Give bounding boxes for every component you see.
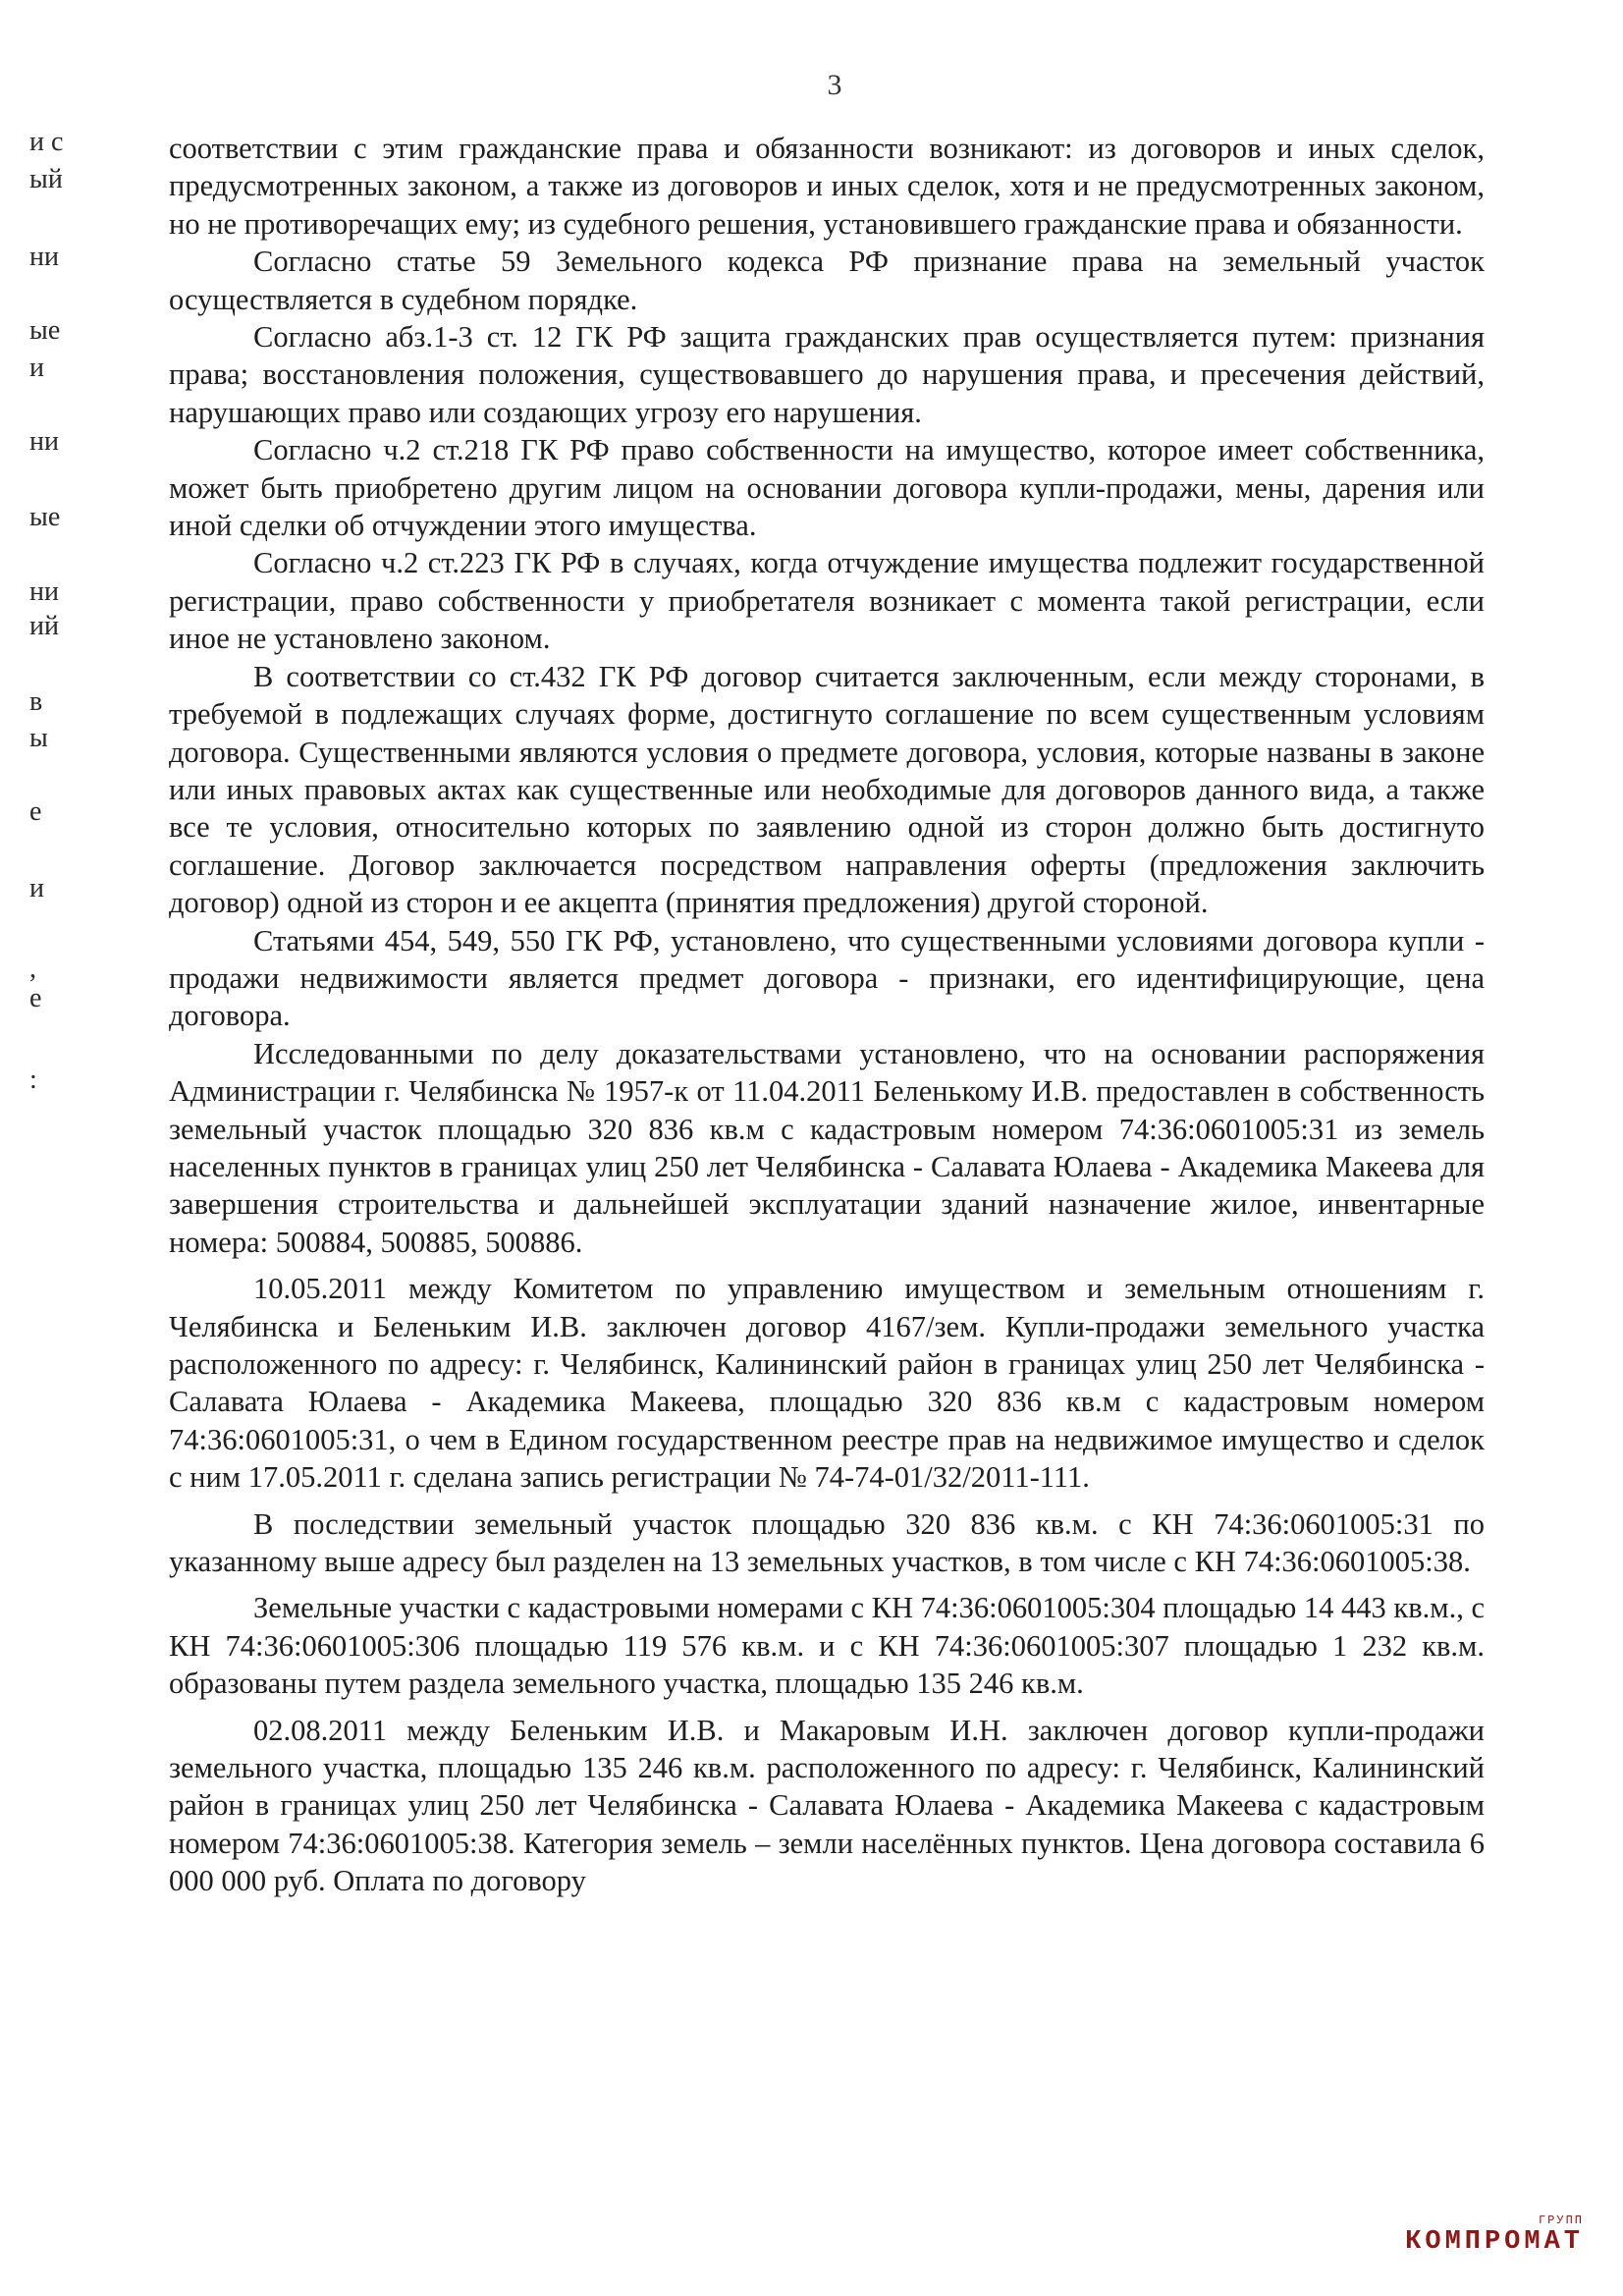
margin-fragment: ий bbox=[29, 611, 59, 641]
paragraph-civil-code-12: Согласно абз.1-3 ст. 12 ГК РФ защита гражданских прав осуществляется путем: признания права; восстановления положения, существовавшего до нарушения права, и пресечения действий, нарушающих право или создающих угрозу его нарушения. bbox=[169, 320, 1485, 429]
paragraph-evidence: Исследованными по делу доказательствами установлено, что на основании распоряжения Администрации г. Челябинска № 1957-к от 11.04.2011 Беленькому И.В. предоставлен в собственность земельный участок площадью 320 836 кв.м с кадастровым номером 74:36:0601005:31 из земель населенных пунктов в границах улиц 250 лет Челябинска - Салавата Юлаева - Академика Макеева для завершения строительства и дальнейшей эксплуатации зданий назначение жилое, инвентарные номера: 500884, 500885, 500886. bbox=[169, 1036, 1485, 1259]
margin-fragment: и с bbox=[29, 127, 64, 157]
paragraph-civil-code-432: В соответствии со ст.432 ГК РФ договор считается заключенным, если между сторонами, в требуемой в подлежащих случаях форме, достигнуто соглашение по всем существенным условиям договора. Существенными являются условия о предмете договора, условия, которые названы в законе или иных правовых актах как существенные или необходимые для договоров данного вида, а также все те условия, относительно которых по заявлению одной из сторон должно быть достигнуто соглашение. Договор заключается посредством направления оферты (предложения заключить договор) одной из сторон и ее акцепта (принятия предложения) другой стороной. bbox=[169, 659, 1485, 920]
margin-fragment: е bbox=[29, 796, 42, 827]
paragraph-civil-code-454: Статьями 454, 549, 550 ГК РФ, установлено, что существенными условиями договора купли - продажи недвижимости является предмет договора - признаки, его идентифицирующие, цена договора. bbox=[169, 923, 1485, 1033]
margin-fragment: ни bbox=[29, 242, 59, 272]
watermark-text: КОМПРОМАТ bbox=[1405, 2227, 1584, 2257]
margin-fragment: и bbox=[29, 873, 44, 903]
paragraph-civil-code-218: Согласно ч.2 ст.218 ГК РФ право собственности на имущество, которое имеет собственника, может быть приобретено другим лицом на основании договора купли-продажи, мены, дарения или иной сделки об отчуждении этого имущества. bbox=[169, 433, 1485, 543]
margin-fragment: е bbox=[29, 983, 42, 1013]
paragraph-land-plots: Земельные участки с кадастровыми номерами с КН 74:36:0601005:304 площадью 14 443 кв.м., с КН 74:36:0601005:306 площадью 119 576 кв.м. и с КН 74:36:0601005:307 площадью 1 232 кв.м. образованы путем раздела земельного участка, площадью 135 246 кв.м. bbox=[169, 1591, 1485, 1701]
margin-fragment: ый bbox=[29, 164, 63, 194]
watermark-logo bbox=[1405, 2214, 1584, 2257]
margin-fragment: ы bbox=[29, 723, 48, 753]
paragraph-land-code-59: Согласно статье 59 Земельного кодекса РФ признание права на земельный участок осуществляется в судебном порядке. bbox=[169, 245, 1485, 316]
margin-fragment: ые bbox=[29, 502, 61, 532]
document-body bbox=[169, 130, 1485, 1900]
margin-fragment: ые bbox=[29, 315, 61, 346]
paragraph-continuation: соответствии с этим гражданские права и обязанности возникают: из договоров и иных сделок, предусмотренных законом, а также из договоров и иных сделок, хотя и не предусмотренных законом, но не противоречащих ему; из судебного решения, установившего гражданские права и обязанности. bbox=[169, 132, 1485, 241]
paragraph-contract-2011-05-10: 10.05.2011 между Комитетом по управлению имуществом и земельным отношениям г. Челябинска и Беленьким И.В. заключен договор 4167/зем. Купли-продажи земельного участка расположенного по адресу: г. Челябинск, Калининский район в границах улиц 250 лет Челябинска - Салавата Юлаева - Академика Макеева, площадью 320 836 кв.м с кадастровым номером 74:36:0601005:31, о чем в Едином государственном реестре прав на недвижимое имущество и сделок с ним 17.05.2011 г. сделана запись регистрации № 74-74-01/32/2011-111. bbox=[169, 1272, 1485, 1495]
margin-fragment: : bbox=[29, 1065, 37, 1095]
margin-fragment: ни bbox=[29, 576, 59, 607]
margin-fragment: , bbox=[29, 954, 36, 984]
paragraph-civil-code-223: Согласно ч.2 ст.223 ГК РФ в случаях, когда отчуждение имущества подлежит государственной регистрации, право собственности у приобретателя возникает с момента такой регистрации, если иное не установлено законом. bbox=[169, 546, 1485, 656]
paragraph-land-division: В последствии земельный участок площадью 320 836 кв.м. с КН 74:36:0601005:31 по указанному выше адресу был разделен на 13 земельных участков, в том числе с КН 74:36:0601005:38. bbox=[169, 1506, 1485, 1579]
paragraph-contract-2011-08-02: 02.08.2011 между Беленьким И.В. и Макаровым И.Н. заключен договор купли-продажи земельного участка, площадью 135 246 кв.м. расположенного по адресу: г. Челябинск, Калининский район в границах улиц 250 лет Челябинска - Салавата Юлаева - Академика Макеева с кадастровым номером 74:36:0601005:38. Категория земель – земли населённых пунктов. Цена договора составила 6 000 000 руб. Оплата по договору bbox=[169, 1713, 1485, 1898]
watermark-small-text: ГРУПП bbox=[1538, 2214, 1584, 2227]
margin-fragment: и bbox=[29, 353, 44, 383]
margin-fragment: в bbox=[29, 686, 43, 717]
margin-fragment: ни bbox=[29, 426, 59, 457]
page-number: 3 bbox=[827, 69, 842, 101]
